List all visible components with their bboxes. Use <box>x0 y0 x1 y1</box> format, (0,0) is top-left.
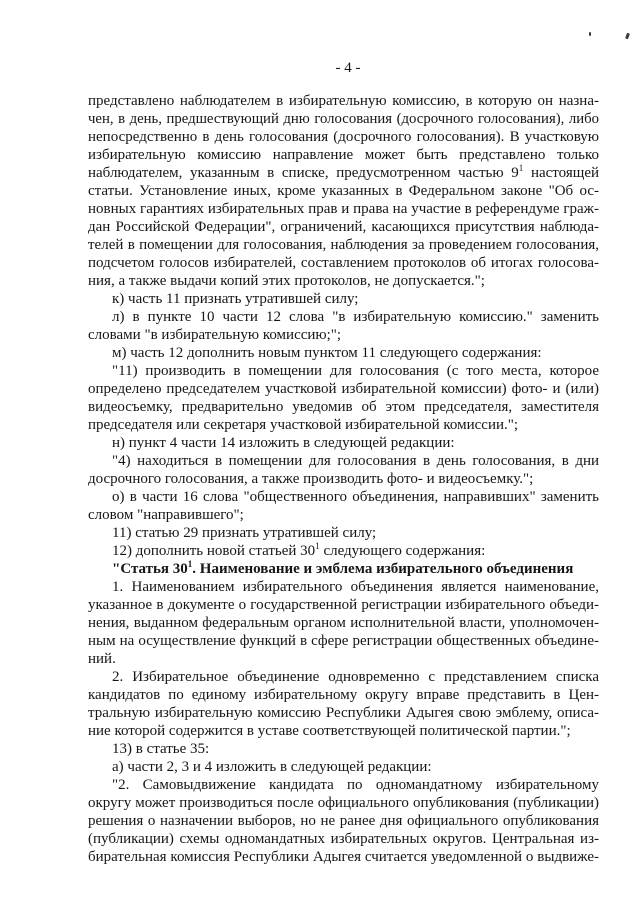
line-text: наблюдателем, указанным в списке, предусмотренном частью 9 <box>88 165 519 181</box>
line-text: следующего содержания: <box>319 543 486 559</box>
line-text: словами "в избирательную комиссию;"; <box>88 327 342 343</box>
line-text: 12) дополнить новой статьей 30 <box>112 543 316 559</box>
line-text: ния, а также выдачи копий этих протоколов, не допускается."; <box>88 273 485 289</box>
line-text: м) часть 12 дополнить новым пунктом 11 следующего содержания: <box>112 345 542 361</box>
line-text: к) часть 11 признать утратившей силу; <box>112 291 359 307</box>
text-line <box>88 614 599 632</box>
line-text: "11) производить в помещении для голосования (с того места, которое <box>112 363 599 379</box>
line-text: чен, в день, предшествующий дню голосования (досрочного голосования), либо <box>88 111 599 127</box>
text-line <box>88 776 599 794</box>
text-line <box>88 92 599 110</box>
text-line <box>88 146 599 164</box>
line-text: "Статья 30 <box>112 561 188 577</box>
line-text: представлено наблюдателем в избирательную комиссию, в которую он назна- <box>88 93 599 109</box>
text-line <box>88 344 599 362</box>
text-line <box>88 362 599 380</box>
text-line <box>88 200 599 218</box>
text-line <box>88 218 599 236</box>
line-text: ние которой содержится в уставе соответствующей политической партии."; <box>88 723 571 739</box>
page-number: - 4 - <box>335 60 361 76</box>
text-line <box>88 506 599 524</box>
line-text: 11) статью 29 признать утратившей силу; <box>112 525 377 541</box>
line-text: . Наименование и эмблема избирательного объединения <box>192 561 574 577</box>
text-line <box>88 380 599 398</box>
line-text: телей в помещении для голосования, наблюдения за проведением голосования, <box>88 237 599 253</box>
line-text: н) пункт 4 части 14 изложить в следующей редакции: <box>112 435 455 451</box>
text-line <box>88 650 599 668</box>
text-line <box>88 758 599 776</box>
text-line <box>88 236 599 254</box>
text-line <box>88 416 599 434</box>
text-line <box>88 848 599 866</box>
line-text: ным на осуществление функций в сфере регистрации общественных объедине- <box>88 633 599 649</box>
line-text: подсчетом голосов избирателей, составлением протоколов об итогах голосова- <box>88 255 599 271</box>
line-text: указанное в документе о государственной регистрации избирательного объеди- <box>88 597 599 613</box>
text-line <box>88 308 599 326</box>
text-line <box>88 830 599 848</box>
line-text: (публикации) схемы одномандатных избирательных округов. Центральная из- <box>88 831 599 847</box>
text-line <box>88 632 599 650</box>
line-text: а) части 2, 3 и 4 изложить в следующей редакции: <box>112 759 432 775</box>
text-line <box>88 488 599 506</box>
text-line <box>88 722 599 740</box>
text-line <box>88 254 599 272</box>
line-text: бирательная комиссия Республики Адыгея считается уведомленной о выдвиже- <box>88 849 599 865</box>
text-line <box>88 164 599 182</box>
text-line <box>88 398 599 416</box>
scan-artifact-mark <box>589 32 591 36</box>
document-body <box>88 92 599 866</box>
text-line <box>88 110 599 128</box>
line-text: ний. <box>88 651 116 667</box>
text-line <box>88 542 599 560</box>
text-line <box>88 470 599 488</box>
text-line <box>88 182 599 200</box>
superscript-index: 1 <box>518 164 524 173</box>
text-line <box>88 668 599 686</box>
line-text: досрочного голосования, а также производить фото- и видеосъемку."; <box>88 471 534 487</box>
line-text: председателя или секретаря участковой избирательной комиссии."; <box>88 417 519 433</box>
scan-artifact-mark <box>625 33 630 40</box>
line-text: округу может производиться после официального опубликования (публикации) <box>88 795 599 811</box>
superscript-index: 1 <box>187 560 193 569</box>
text-line <box>88 524 599 542</box>
text-line <box>88 740 599 758</box>
line-text: о) в части 16 слова "общественного объединения, направивших" заменить <box>112 489 599 505</box>
line-text: "2. Самовыдвижение кандидата по одномандатному избирательному <box>112 777 599 793</box>
text-line <box>88 326 599 344</box>
line-text: л) в пункте 10 части 12 слова "в избирательную комиссию." заменить <box>112 309 599 325</box>
text-line <box>88 794 599 812</box>
text-line <box>88 290 599 308</box>
superscript-index: 1 <box>315 542 320 551</box>
line-text: решения о назначении выборов, но не ранее дня официального опубликования <box>88 813 599 829</box>
text-line <box>88 686 599 704</box>
article-heading-line <box>88 560 599 578</box>
text-line <box>88 452 599 470</box>
line-text: 2. Избирательное объединение одновременно с представлением списка <box>112 669 599 685</box>
line-text: "4) находиться в помещении для голосования в день голосования, в дни <box>112 453 599 469</box>
line-text: 13) в статье 35: <box>112 741 210 757</box>
line-text: статьи. Установление иных, кроме указанных в Федеральном законе "Об ос- <box>88 183 599 199</box>
line-text: определено председателем участковой избирательной комиссии) фото- и (или) <box>88 381 599 397</box>
line-text: новных гарантиях избирательных прав и права на участие в референдуме граж- <box>88 201 599 217</box>
text-line <box>88 578 599 596</box>
line-text: дан Российской Федерации", ограничений, касающихся присутствия наблюда- <box>88 219 599 235</box>
line-text: избирательную комиссию направление может быть представлено только <box>88 147 599 163</box>
line-text: кандидатов по единому избирательному округу вправе представить в Цен- <box>88 687 599 703</box>
text-line <box>88 272 599 290</box>
text-line <box>88 434 599 452</box>
line-text: видеосъемку, предварительно уведомив об этом председателя, заместителя <box>88 399 599 415</box>
line-text: 1. Наименованием избирательного объединения является наименование, <box>112 579 599 595</box>
line-text: настоящей <box>523 165 599 181</box>
line-text: тральную избирательную комиссию Республики Адыгея свою эмблему, описа- <box>88 705 599 721</box>
text-line <box>88 596 599 614</box>
line-text: нения, выданном федеральным органом исполнительной власти, уполномочен- <box>88 615 599 631</box>
line-text: словом "направившего"; <box>88 507 244 523</box>
line-text: непосредственно в день голосования (досрочного голосования). В участковую <box>88 129 599 145</box>
text-line <box>88 128 599 146</box>
text-line <box>88 812 599 830</box>
text-line <box>88 704 599 722</box>
